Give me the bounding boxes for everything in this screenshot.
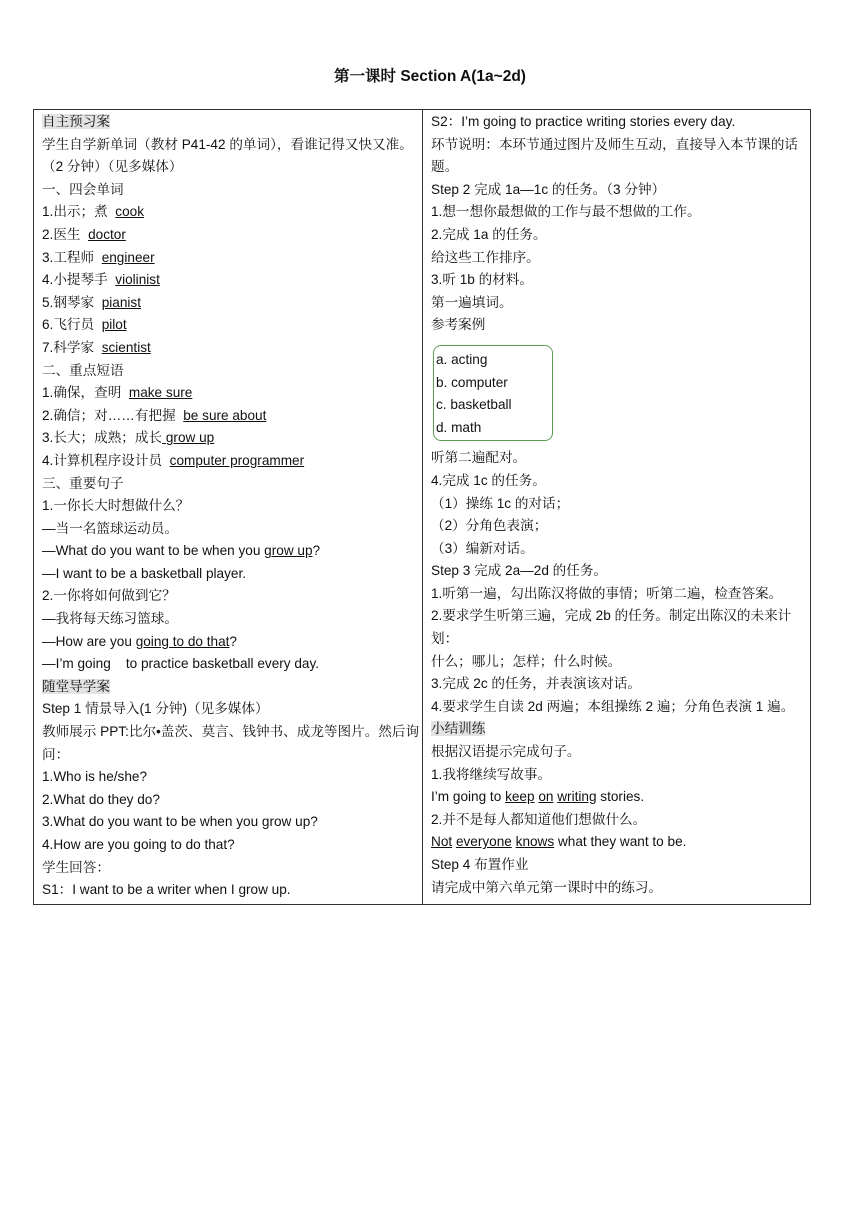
section-sentences-heading: 三、重要句子 (42, 475, 124, 491)
summary-heading: 小结训练 (431, 721, 486, 737)
task-line: 参考案例 (431, 317, 486, 333)
question-line: 3.What do you want to be when you grow up? (42, 814, 318, 830)
task-line: 1.我将继续写故事。 (431, 766, 552, 782)
step4-title: Step 4 布置作业 (431, 857, 529, 872)
preview-heading: 自主预习案 (42, 114, 110, 129)
sentence-line: —我将每天练习篮球。 (42, 611, 178, 627)
preview-intro: 学生自学新单词（教材 P41-42 的单词），看谁记得又快又准。（2 分钟）（见多媒体） (42, 136, 413, 175)
word-item: 2.医生 doctor (42, 226, 126, 242)
task-line: （1）操练 1c 的对话； (431, 495, 570, 511)
box-item: b. computer (436, 374, 508, 390)
sentence-line: —How are you going to do that? (42, 633, 237, 649)
sentence-line: —当一名篮球运动员。 (42, 520, 178, 536)
task-line: 3.听 1b 的材料。 (431, 272, 533, 288)
task-line: 根据汉语提示完成句子。 (431, 744, 581, 760)
step3-title: Step 3 完成 2a—2d 的任务。 (431, 563, 608, 579)
sentence-line: 2.一你将如何做到它？ (42, 588, 176, 604)
section-phrases-heading: 二、重点短语 (42, 362, 124, 378)
phrase-item: 1.确保，查明 make sure (42, 385, 193, 401)
box-item: d. math (436, 419, 482, 435)
sentence-line: —What do you want to be when you grow up? (42, 543, 321, 559)
exercise-sentence: Not everyone knows what they want to be. (431, 834, 687, 850)
word-item: 4.小提琴手 violinist (42, 272, 160, 288)
word-item: 5.钢琴家 pianist (42, 294, 141, 310)
task-line: 4.完成 1c 的任务。 (431, 472, 546, 488)
box-item: c. basketball (436, 397, 512, 413)
word-item: 6.飞行员 pilot (42, 317, 127, 333)
task-line: 2.要求学生听第三遍，完成 2b 的任务。制定出陈汉的未来计划： (431, 608, 792, 647)
question-line: 2.What do they do? (42, 791, 160, 807)
question-line: 1.Who is he/she? (42, 769, 148, 785)
section-words-heading: 一、四会单词 (42, 181, 124, 197)
task-line: 1.想一想你最想做的工作与最不想做的工作。 (431, 204, 701, 220)
student-answer: S2：I’m going to practice writing stories every day. (431, 114, 736, 129)
homework-line: 请完成中第六单元第一课时中的练习。 (431, 879, 663, 895)
task-line: 给这些工作排序。 (431, 249, 540, 265)
page-title: 第一课时 Section A(1a~2d) (334, 68, 526, 85)
task-line: 3.完成 2c 的任务，并表演该对话。 (431, 676, 641, 692)
sentence-line: —I’m going to practice basketball every day. (42, 656, 320, 672)
task-line: 第一遍填词。 (431, 294, 513, 310)
answer-label: 学生回答： (42, 859, 110, 875)
phrase-item: 4.计算机程序设计员 computer programmer (42, 452, 305, 468)
left-column (34, 110, 423, 905)
word-item: 7.科学家 scientist (42, 339, 151, 355)
box-item: a. acting (436, 351, 488, 367)
section-note: 环节说明：本环节通过图片及师生互动，直接导入本节课的话题。 (431, 136, 799, 175)
task-line: （3）编新对话。 (431, 540, 534, 556)
task-line: 2.并不是每人都知道他们想做什么。 (431, 811, 647, 827)
word-item: 3.工程师 engineer (42, 249, 155, 265)
right-column (423, 110, 811, 905)
phrase-item: 3.长大；成熟；成长 grow up (42, 430, 215, 446)
task-line: 1.听第一遍，勾出陈汉将做的事情；听第二遍，检查答案。 (431, 585, 783, 601)
question-line: 4.How are you going to do that? (42, 837, 235, 852)
task-line: （2）分角色表演； (431, 518, 548, 534)
word-item: 1.出示；煮 cook (42, 204, 144, 220)
task-line: 听第二遍配对。 (431, 450, 527, 466)
task-line: 4.要求学生自读 2d 两遍；本组操练 2 遍；分角色表演 1 遍。 (431, 698, 795, 714)
class-guide-heading: 随堂导学案 (42, 678, 110, 694)
phrase-item: 2.确信；对……有把握 be sure about (42, 407, 267, 423)
task-line: 2.完成 1a 的任务。 (431, 226, 547, 242)
sentence-line: 1.一你长大时想做什么？ (42, 498, 190, 514)
step2-title: Step 2 完成 1a—1c 的任务。（3 分钟） (431, 181, 666, 197)
student-answer: S1：I want to be a writer when I grow up. (42, 882, 291, 898)
ppt-intro: 教师展示 PPT:比尔•盖茨、莫言、钱钟书、成龙等图片。然后询问： (42, 724, 420, 762)
exercise-sentence: I’m going to keep on writing stories. (431, 789, 645, 805)
reference-answer-box (433, 345, 553, 441)
step1-title: Step 1 情景导入(1 分钟)（见多媒体） (42, 701, 269, 717)
lesson-table (33, 109, 811, 905)
task-line: 什么；哪儿；怎样；什么时候。 (431, 653, 622, 669)
sentence-line: —I want to be a basketball player. (42, 565, 247, 581)
